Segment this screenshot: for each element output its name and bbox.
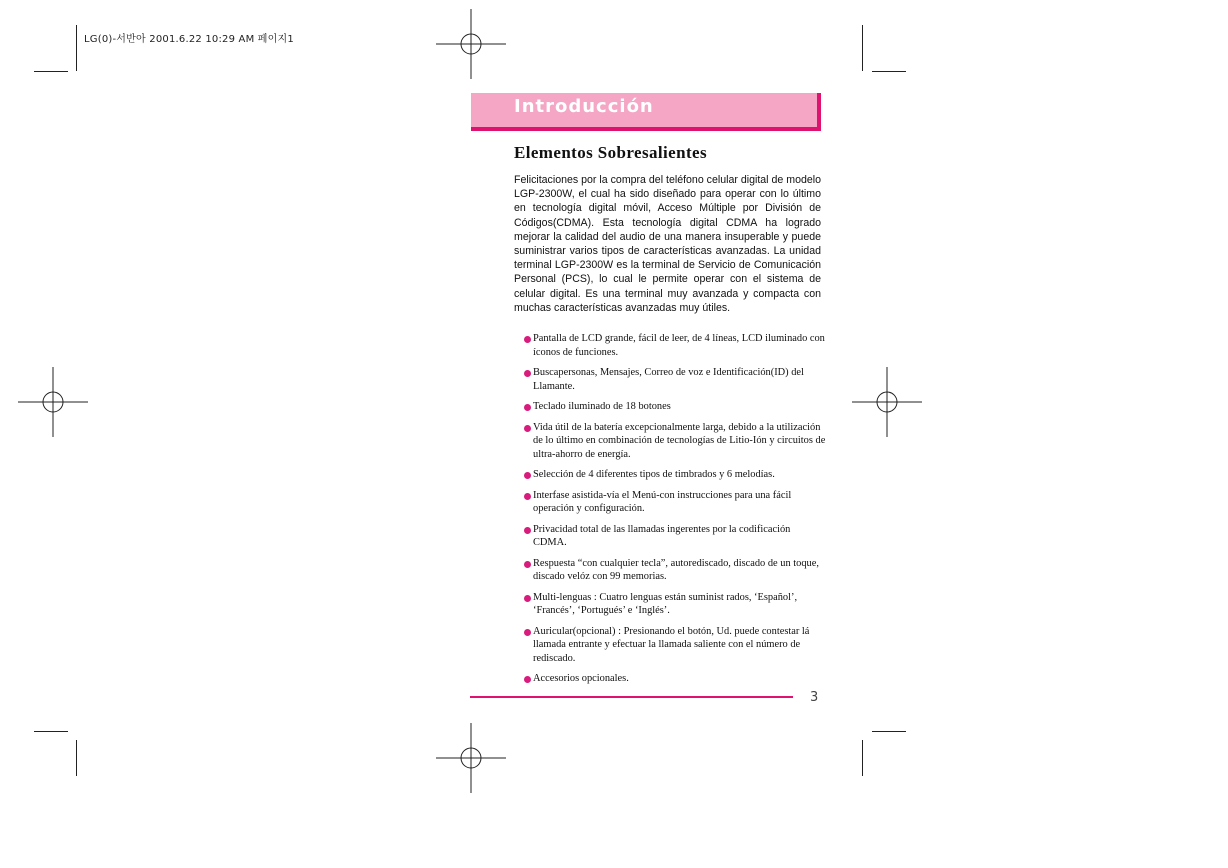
feature-item [524, 421, 826, 462]
feature-text: Selección de 4 diferentes tipos de timbrados y 6 melodías. [533, 469, 775, 480]
bullet-icon [524, 472, 531, 479]
bullet-icon [524, 561, 531, 568]
bullet-icon [524, 404, 531, 411]
bullet-icon [524, 370, 531, 377]
feature-text: Privacidad total de las llamadas ingerentes por la codificación CDMA. [533, 523, 791, 548]
feature-item [524, 400, 826, 414]
section-title: Elementos Sobresalientes [514, 143, 707, 162]
bullet-icon [524, 336, 531, 343]
registration-mark-bottom [436, 723, 506, 793]
feature-list [524, 332, 826, 693]
feature-text: Vida útil de la batería excepcionalmente larga, debido a la utilización de lo último en combinación de tecnologías de Litio-Ión y circuitos de ultra-ahorro de energía. [533, 421, 826, 460]
bullet-icon [524, 425, 531, 432]
feature-text: Buscapersonas, Mensajes, Correo de voz e Identificación(ID) del Llamante. [533, 367, 804, 392]
bullet-icon [524, 527, 531, 534]
registration-mark-top [436, 9, 506, 79]
feature-text: Multi-lenguas : Cuatro lenguas están suminist rados, ‘Español’, ‘Francés’, ‘Portugués’ e ‘Inglés’. [533, 591, 798, 616]
registration-mark-right [852, 367, 922, 437]
print-slug: LG(0)-서반아 2001.6.22 10:29 AM 페이지1 [84, 34, 294, 45]
bullet-icon [524, 629, 531, 636]
intro-paragraph: Felicitaciones por la compra del teléfono celular digital de modelo LGP-2300W, el cual ha sido diseñado para operar con lo último en tecnología digital móvil, Acceso Múltiple por División de Códigos(CDMA). Esta tecnología digital CDMA ha logrado mejorar la calidad del audio de una manera insuperable y puede suministrar varios tipos de características avanzadas. La unidad terminal LGP-2300W es la terminal de Servicio de Comunicación Personal (PCS), lo cual le permite operar con el sistema de celular digital. Es una terminal muy avanzada y compacta con muchas características avanzadas muy útiles. [514, 174, 821, 314]
feature-text: Auricular(opcional) : Presionando el botón, Ud. puede contestar lá llamada entrante y efectuar la llamada saliente con el número de rediscado. [533, 625, 810, 664]
chapter-title: Introducción [514, 96, 654, 117]
feature-text: Respuesta “con cualquier tecla”, autorediscado, discado de un toque, discado velóz con 99 memorias. [533, 557, 819, 582]
bullet-icon [524, 676, 531, 683]
footer-rule [470, 696, 793, 698]
feature-item [524, 672, 826, 686]
bullet-icon [524, 595, 531, 602]
page-number: 3 [810, 690, 819, 705]
feature-text: Pantalla de LCD grande, fácil de leer, de 4 líneas, LCD iluminado con íconos de funciones. [533, 333, 825, 358]
registration-mark-left [18, 367, 88, 437]
bullet-icon [524, 493, 531, 500]
feature-item [524, 489, 826, 516]
feature-item [524, 591, 826, 618]
feature-text: Accesorios opcionales. [533, 673, 629, 684]
feature-item [524, 332, 826, 359]
feature-item [524, 366, 826, 393]
feature-item [524, 557, 826, 584]
feature-item [524, 625, 826, 666]
feature-item [524, 468, 826, 482]
feature-text: Interfase asistida-vía el Menú-con instrucciones para una fácil operación y configuración. [533, 489, 792, 514]
feature-item [524, 523, 826, 550]
feature-text: Teclado iluminado de 18 botones [533, 401, 671, 412]
